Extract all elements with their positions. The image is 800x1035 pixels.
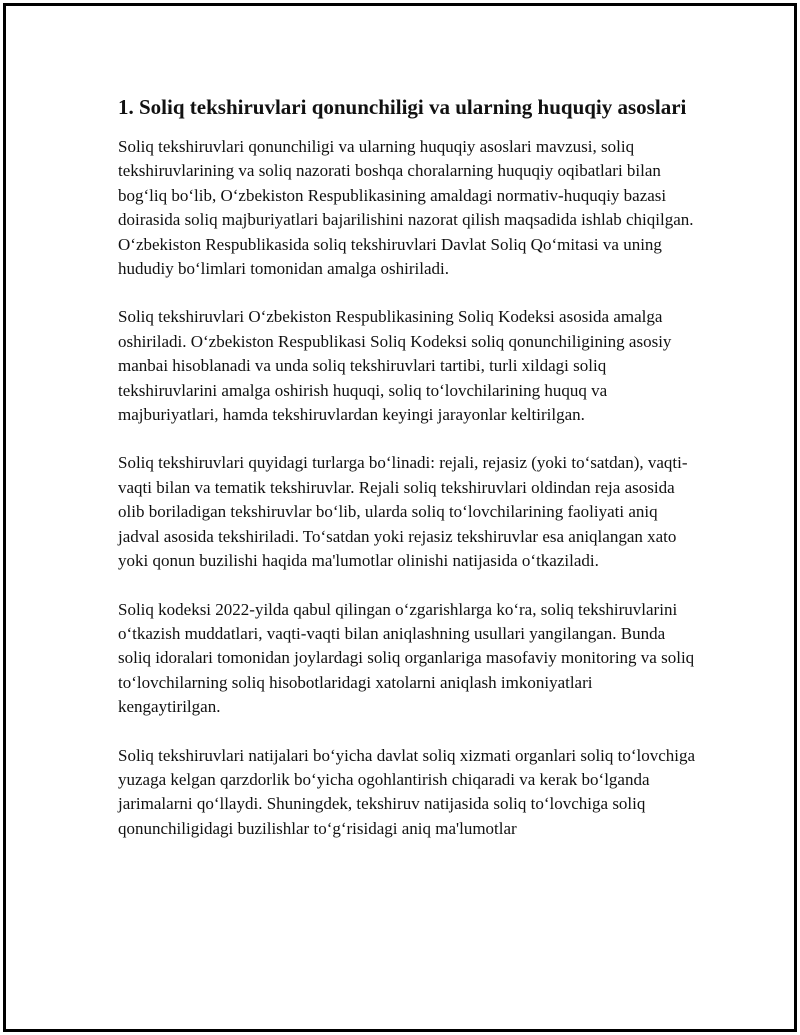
paragraph-3: Soliq tekshiruvlari quyidagi turlarga bo‘linadi: rejali, rejasiz (yoki to‘satdan), vaqti-vaqti bilan va tematik tekshiruvlar. Rejali soliq tekshiruvlari oldindan reja asosida olib boriladigan tekshiruvlar bo‘lib, ularda soliq to‘lovchilarining faoliyati aniq jadval asosida tekshiriladi. To‘satdan yoki rejasiz tekshiruvlar esa aniqlangan xato yoki qonun buzilishi haqida ma'lumotlar olinishi natijasida o‘tkaziladi. [118,453,688,571]
paragraph-5: Soliq tekshiruvlari natijalari bo‘yicha davlat soliq xizmati organlari soliq to‘lovchiga yuzaga kelgan qarzdorlik bo‘yicha ogohlantirish chiqaradi va kerak bo‘lganda jarimalarni qo‘llaydi. Shuningdek, tekshiruv natijasida soliq to‘lovchiga soliq qonunchiligidagi buzilishlar to‘g‘risidagi aniq ma'lumotlar [118,745,696,838]
paragraph-1: Soliq tekshiruvlari qonunchiligi va ularning huquqiy asoslari mavzusi, soliq tekshiruvlarining va soliq nazorati boshqa choralarning huquqiy oqibatlari bilan bog‘liq bo‘lib, O‘zbekiston Respublikasining amaldagi normativ-huquqiy bazasi doirasida soliq majburiyatlari bajarilishini nazorat qilish maqsadida ishlab chiqilgan. O‘zbekiston Respublikasida soliq tekshiruvlari Davlat Soliq Qo‘mitasi va uning hududiy bo‘limlari tomonidan amalga oshiriladi. [118,137,694,279]
paragraph-2: Soliq tekshiruvlari O‘zbekiston Respublikasining Soliq Kodeksi asosida amalga oshiriladi. O‘zbekiston Respublikasi Soliq Kodeksi soliq qonunchiligining asosiy manbai hisoblanadi va unda soliq tekshiruvlari tartibi, turli xildagi soliq tekshiruvlarini amalga oshirish huquqi, soliq to‘lovchilarining huquq va majburiyatlari, hamda tekshiruvlardan keyingi jarayonlar keltirilgan. [118,307,672,425]
section-heading: 1. Soliq tekshiruvlari qonunchiligi va ularning huquqiy asoslari [118,95,687,119]
paragraph-4: Soliq kodeksi 2022-yilda qabul qilingan o‘zgarishlarga ko‘ra, soliq tekshiruvlarini o‘tkazish muddatlari, vaqti-vaqti bilan aniqlashning usullari yangilangan. Bunda soliq idoralari tomonidan joylardagi soliq organlariga masofaviy monitoring va soliq to‘lovchilarning soliq hisobotlaridagi xatolarni aniqlash imkoniyatlari kengaytirilgan. [118,599,695,717]
document-body [118,93,698,865]
